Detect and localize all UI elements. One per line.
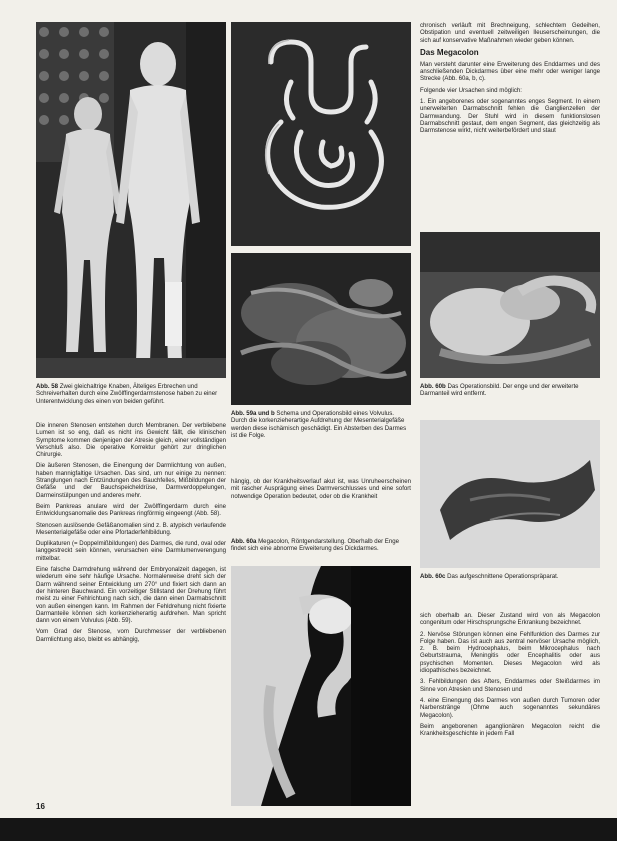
megacolon-xray-image — [231, 566, 411, 806]
caption-abb59-label: Abb. 59a und b — [231, 410, 275, 417]
paragraph: Beim Pankreas anulare wird der Zwölffingerdarm durch eine Entwicklungsanomalie des Pankreas ringförmig eingeengt (Abb. 58). — [36, 502, 226, 518]
caption-abb60c — [420, 573, 600, 580]
caption-abb60a-label: Abb. 60a — [231, 538, 257, 545]
caption-abb60c-text: Das aufgeschnittene Operationspräparat. — [447, 573, 559, 580]
caption-abb60a-text: Megacolon, Röntgendarstellung. Oberhalb der Enge findet sich eine abnorme Erweiterung des Dickdarmes. — [231, 538, 400, 553]
caption-abb58-text: Zwei gleichaltrige Knaben, Älteliges Erbrechen und Schreiverhalten durch eine Zwölffingerdarmstenose haben zu einer Unterentwicklung des einen von beiden geführt. — [36, 383, 218, 405]
paragraph: Man versteht darunter eine Erweiterung des Enddarmes und des anschließenden Dickdarmes über eine mehr oder weniger lange Strecke (Abb. 60a, b, c). — [420, 60, 600, 83]
paragraph: Beim angeborenen aganglionären Megacolon reicht die Krankheitsgeschichte in jedem Fall — [420, 722, 600, 738]
paragraph: 2. Nervöse Störungen können eine Fehlfunktion des Darmes zur Folge haben. Das ist auch aus zentral nervöser Ursache möglich, z. B. beim Hydrocephalus, beim Mikrocephalus nach Geburtstrauma, Meningitis oder Encephalitis oder aus psychischen Momenten. Dieses Megacolon wird als idiopathisches bezeichnet. — [420, 630, 600, 675]
caption-abb60a — [231, 538, 411, 553]
caption-abb60b-text: Das Operationsbild. Der enge und der erweiterte Darmanteil wird entfernt. — [420, 383, 579, 398]
paragraph: Duplikaturen (= Doppelmißbildungen) des Darmes, die rund, oval oder langgestreckt sein können, verursachen eine Darmlumenverengung mittelbar. — [36, 540, 226, 562]
column-1-text — [36, 422, 226, 647]
caption-abb59-text: Schema und Operationsbild eines Volvulus. Durch die korkenzieherartige Aufdrehung der Mesenterialgefäße werden diese ischämisch geschädigt. Ein Absterben des Darmes ist die Folge. — [231, 410, 407, 439]
caption-abb60b — [420, 383, 600, 398]
paragraph: Stenosen auslösende Gefäßanomalien sind z. B. atypisch verlaufende Mesenterialgefäße oder eine Pfortaderfehlbildung. — [36, 521, 226, 536]
volvulus-schema-drawing — [231, 22, 411, 246]
column-3-text-top — [420, 22, 600, 139]
paragraph: chronisch verläuft mit Brechneigung, schlechtem Gedeihen, Obstipation und eventuell zeitweiligen Ileuserscheinungen, die sich auf konservative Maßnahmen wieder geben können. — [420, 22, 600, 44]
caption-abb58-label: Abb. 58 — [36, 383, 59, 390]
volvulus-schema-image — [231, 22, 411, 246]
paragraph: Die inneren Stenosen entstehen durch Membranen. Der verbliebene Lumen ist so eng, daß es nicht ins Gewicht fällt, die klinischen Symptome kommen denjenigen der Atresie gleich, einer vollständigen Verschluß also. Die operative Korrektur gehört zur dringlichen Chirurgie. — [36, 422, 226, 459]
volvulus-operation-photo — [231, 253, 411, 405]
column-2-text — [231, 478, 411, 504]
caption-abb58 — [36, 383, 226, 405]
paragraph: 4. eine Einengung des Darmes von außen durch Tumoren oder Narbenstränge (Ohme auch sogenanntes sekundäres Megacolon). — [420, 696, 600, 719]
caption-abb59 — [231, 410, 411, 439]
paragraph: hängig, ob der Krankheitsverlauf akut ist, was Unruheerscheinen mit rascher Ausprägung eines Darmverschlusses und eine sofort notwendige Operation bedeutet, oder ob die Krankheit — [231, 478, 411, 500]
paragraph: Vom Grad der Stenose, vom Durchmesser der verbliebenen Darmlichtung also, bleibt es abhängig, — [36, 628, 226, 643]
photo-two-boys — [36, 22, 226, 378]
megacolon-xray — [231, 566, 411, 806]
page-number: 16 — [36, 802, 45, 811]
photo-two-boys-image — [36, 22, 226, 378]
paragraph: Folgende vier Ursachen sind möglich: — [420, 86, 522, 94]
paragraph: 3. Fehlbildungen des Afters, Enddarmes oder Steißdarmes im Sinne von Atresien und Stenosen und — [420, 678, 600, 693]
column-3-text-bottom — [420, 612, 600, 741]
section-heading-megacolon: Das Megacolon — [420, 47, 479, 57]
caption-abb60b-label: Abb. 60b — [420, 383, 446, 390]
paragraph: 1. Ein angeborenes oder sogenanntes enges Segment. In einem unerweiterten Darmabschnitt fehlen die Ganglienzellen der Darmwandung. Der Stuhl wird in diesem funktionslosen Darmabschnitt gestaut, dem engen Segment, das gleichzeitig als Darmstenose wirkt, nicht weiterbefördert und staut — [420, 98, 600, 135]
caption-abb60c-label: Abb. 60c — [420, 573, 446, 580]
megacolon-specimen-image — [420, 420, 600, 568]
paragraph: Die äußeren Stenosen, die Einengung der Darmlichtung von außen, haben mannigfaltige Ursachen. Das sind, um nur einige zu nennen: Stranglungen nach Entzündungen des Bauchfelles, Mißbildungen der Gefäße und der Bauchspeicheldrüse, Darmverdoppelungen, Darmeinstülpungen und anderes mehr. — [36, 462, 226, 499]
megacolon-operation-photo — [420, 232, 600, 378]
megacolon-operation-image — [420, 232, 600, 378]
scan-border — [0, 818, 617, 841]
megacolon-specimen-photo — [420, 420, 600, 568]
paragraph: sich oberhalb an. Dieser Zustand wird von als Megacolon congenitum oder Hirschsprungsche Erkrankung bezeichnet. — [420, 612, 600, 627]
volvulus-operation-image — [231, 253, 411, 405]
paragraph: Eine falsche Darmdrehung während der Embryonalzeit dagegen, ist wiederum eine sehr häufige Ursache. Normalerweise dreht sich der Darm während seiner Entwicklung um 270° und fixiert sich dann an der hinteren Bauchwand. Ein vorzeitiger Stillstand der Drehung führt meist zu einer Fehlrichtung nach sich, die dann einen Darmabschnitt von außen einengen kann. Im Rahmen der Fehldrehung nicht fixierte Darmanteile können sich korkenzieherartig aufdrehen. Man spricht dann von einem Volvulus (Abb. 59). — [36, 566, 226, 625]
